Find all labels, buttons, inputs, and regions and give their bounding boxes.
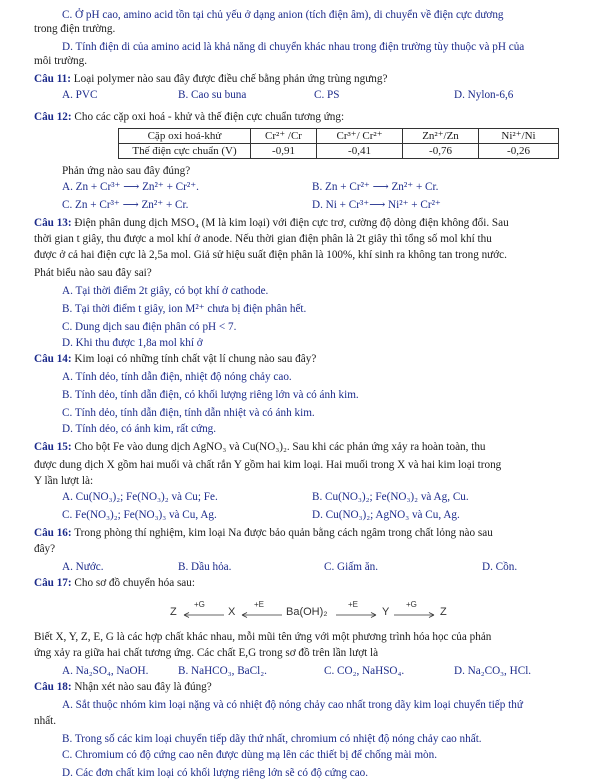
option-d-continuation: môi trường. bbox=[34, 55, 87, 67]
table-cell: -0,76 bbox=[403, 144, 479, 159]
question-text: Trong phòng thí nghiệm, kim loại Na được bảo quản bằng cách ngâm trong chất lỏng nào sau bbox=[74, 527, 493, 539]
option-a-continuation: nhất. bbox=[34, 715, 57, 727]
table-row bbox=[119, 129, 559, 144]
option-d: D. Các đơn chất kim loại có khối lượng riêng lớn sẽ có độ cứng cao. bbox=[62, 767, 369, 779]
question-label: Câu 17: bbox=[34, 577, 72, 589]
scheme-y: Y bbox=[382, 606, 390, 618]
question-text: Cho các cặp oxi hoá - khử và thế điện cực chuẩn tương ứng: bbox=[74, 111, 345, 123]
table-cell: Cặp oxi hoá-khử bbox=[119, 129, 251, 144]
question-text: Cho sơ đồ chuyển hóa sau: bbox=[74, 577, 195, 589]
table-cell: Thế điện cực chuẩn (V) bbox=[119, 144, 251, 159]
question-16-line: đây? bbox=[34, 543, 56, 555]
table-cell: Zn²⁺/Zn bbox=[403, 129, 479, 144]
option-a: A. Nước. bbox=[62, 561, 104, 573]
scheme-x: X bbox=[228, 606, 236, 618]
question-text: Kim loại có những tính chất vật lí chung nào sau đây? bbox=[74, 353, 317, 365]
option-b: B. Cu(NO₃)₂; Fe(NO₃)₂ và Ag, Cu. bbox=[312, 491, 469, 503]
scheme-z-left: Z bbox=[170, 606, 177, 618]
conversion-scheme bbox=[170, 602, 450, 622]
table-cell: Ni²⁺/Ni bbox=[479, 129, 559, 144]
option-c: C. CO₂, NaHSO₄. bbox=[324, 665, 405, 677]
option-c: C. Tính dẻo, tính dẫn điện, tính dẫn nhiệt và có ánh kim. bbox=[62, 407, 315, 419]
table-cell: -0,41 bbox=[317, 144, 403, 159]
question-17-line: ứng xảy ra giữa hai chất tương ứng. Các chất E,G trong sơ đồ trên lần lượt là bbox=[34, 647, 379, 659]
question-11 bbox=[34, 72, 579, 86]
option-c-line: C. Ở pH cao, amino acid tồn tại chủ yếu ở dạng anion (tích điện âm), di chuyển về điện cực dương bbox=[62, 9, 504, 21]
question-label: Câu 15: bbox=[34, 441, 72, 453]
option-d: D. Nylon-6,6 bbox=[454, 89, 514, 101]
arrow-label: +E bbox=[254, 600, 265, 609]
table-row bbox=[119, 144, 559, 159]
q11-options bbox=[62, 88, 579, 102]
question-16 bbox=[34, 526, 579, 540]
option-a: A. Na₂SO₄, NaOH. bbox=[62, 665, 149, 677]
question-18 bbox=[34, 680, 579, 694]
question-text: Loại polymer nào sau đây được điều chế bằng phản ứng trùng ngưng? bbox=[73, 73, 388, 85]
option-d: D. Ni + Cr³⁺⟶ Ni²⁺ + Cr²⁺ bbox=[312, 199, 441, 211]
question-label: Câu 16: bbox=[34, 527, 72, 539]
option-b: B. Tại thời điểm t giây, ion M²⁺ chưa bị điện phân hết. bbox=[62, 303, 307, 315]
q17-options bbox=[62, 664, 579, 678]
option-d-line: D. Tính điện di của amino acid là khả năng di chuyển khác nhau trong điện trường tùy thuộc và pH của bbox=[62, 41, 525, 53]
scheme-z-right: Z bbox=[440, 606, 447, 618]
question-15-line: Y lần lượt là: bbox=[34, 475, 94, 487]
option-c: C. PS bbox=[314, 89, 340, 101]
option-a: A. Zn + Cr³⁺ ⟶ Zn²⁺ + Cr²⁺. bbox=[62, 181, 199, 193]
q15-options-row1 bbox=[62, 490, 579, 504]
option-b: B. Trong số các kim loại chuyển tiếp dãy thứ nhất, chromium có nhiệt độ nóng chảy cao nhất. bbox=[62, 733, 482, 745]
option-c: C. Zn + Cr³⁺ ⟶ Zn²⁺ + Cr. bbox=[62, 199, 189, 211]
table-cell: Cr³⁺/ Cr²⁺ bbox=[317, 129, 403, 144]
table-cell: -0,91 bbox=[251, 144, 317, 159]
q12-prompt: Phản ứng nào sau đây đúng? bbox=[62, 165, 191, 177]
q16-options bbox=[62, 560, 579, 574]
option-c: C. Dung dịch sau điện phân có pH < 7. bbox=[62, 321, 237, 333]
question-13-line: thời gian t giây, thu được a mol khí ở anode. Nếu thời gian điện phân là 2t giây thì tổng số mol khí thu bbox=[34, 233, 492, 245]
option-d: D. Cu(NO₃)₂; AgNO₃ và Cu, Ag. bbox=[312, 509, 460, 521]
option-a: A. Tại thời điểm 2t giây, có bọt khí ở cathode. bbox=[62, 285, 269, 297]
option-d: D. Tính dẻo, có ánh kim, rất cứng. bbox=[62, 423, 217, 435]
question-14 bbox=[34, 352, 579, 366]
q12-options-row2 bbox=[62, 198, 579, 212]
question-text: Nhận xét nào sau đây là đúng? bbox=[74, 681, 212, 693]
arrow-label: +G bbox=[194, 600, 205, 609]
question-13-line: được ở cả hai điện cực là 2,5a mol. Giả sử hiệu suất điện phân là 100%, khí sinh ra không tan trong nước. bbox=[34, 249, 507, 261]
question-label: Câu 13: bbox=[34, 217, 72, 229]
question-12 bbox=[34, 110, 579, 124]
question-label: Câu 14: bbox=[34, 353, 72, 365]
option-c: C. Giấm ăn. bbox=[324, 561, 379, 573]
option-d: D. Cồn. bbox=[482, 561, 518, 573]
redox-table bbox=[118, 128, 559, 159]
question-13-line: Phát biểu nào sau đây sai? bbox=[34, 267, 152, 279]
question-15 bbox=[34, 440, 579, 454]
option-d: D. Na₂CO₃, HCl. bbox=[454, 665, 532, 677]
question-label: Câu 12: bbox=[34, 111, 72, 123]
question-text: Điện phân dung dịch MSO₄ (M là kim loại) với điện cực trơ, cường độ dòng điện không đổi. Sau bbox=[74, 217, 509, 229]
scheme-baoh2: Ba(OH)₂ bbox=[286, 606, 328, 618]
option-a: A. Sắt thuộc nhóm kim loại nặng và có nhiệt độ nóng chảy cao nhất trong dãy kim loại chuyển tiếp thứ bbox=[62, 699, 523, 711]
option-a: A. PVC bbox=[62, 89, 98, 101]
arrow-label: +E bbox=[348, 600, 359, 609]
option-b: B. NaHCO₃, BaCl₂. bbox=[178, 665, 267, 677]
question-text: Cho bột Fe vào dung dịch AgNO₃ và Cu(NO₃)₂. Sau khi các phản ứng xảy ra hoàn toàn, thu bbox=[74, 441, 486, 453]
question-13 bbox=[34, 216, 579, 230]
table-cell: -0,26 bbox=[479, 144, 559, 159]
option-d: D. Khi thu được 1,8a mol khí ở bbox=[62, 337, 203, 349]
option-b: B. Tính dẻo, tính dẫn điện, có khối lượng riêng lớn và có ánh kim. bbox=[62, 389, 359, 401]
option-b: B. Cao su buna bbox=[178, 89, 247, 101]
table-cell: Cr²⁺ /Cr bbox=[251, 129, 317, 144]
option-c-continuation: trong điện trường. bbox=[34, 23, 116, 35]
option-a: A. Cu(NO₃)₂; Fe(NO₃)₂ và Cu; Fe. bbox=[62, 491, 218, 503]
option-a: A. Tính dẻo, tính dẫn điện, nhiệt độ nóng chảy cao. bbox=[62, 371, 292, 383]
option-c: C. Fe(NO₃)₂; Fe(NO₃)₃ và Cu, Ag. bbox=[62, 509, 217, 521]
question-label: Câu 11: bbox=[34, 73, 71, 85]
option-c: C. Chromium có độ cứng cao nên được dùng mạ lên các thiết bị để chống mài mòn. bbox=[62, 749, 438, 761]
arrow-label: +G bbox=[406, 600, 417, 609]
q12-options-row1 bbox=[62, 180, 579, 194]
question-15-line: được dung dịch X gồm hai muối và chất rắn Y gồm hai kim loại. Hai muối trong X và hai kim loại trong bbox=[34, 459, 502, 471]
option-b: B. Dầu hỏa. bbox=[178, 561, 232, 573]
option-b: B. Zn + Cr²⁺ ⟶ Zn²⁺ + Cr. bbox=[312, 181, 439, 193]
question-17-line: Biết X, Y, Z, E, G là các hợp chất khác nhau, mỗi mũi tên ứng với một phương trình hóa học của phản bbox=[34, 631, 492, 643]
q15-options-row2 bbox=[62, 508, 579, 522]
question-label: Câu 18: bbox=[34, 681, 72, 693]
question-17 bbox=[34, 576, 579, 590]
